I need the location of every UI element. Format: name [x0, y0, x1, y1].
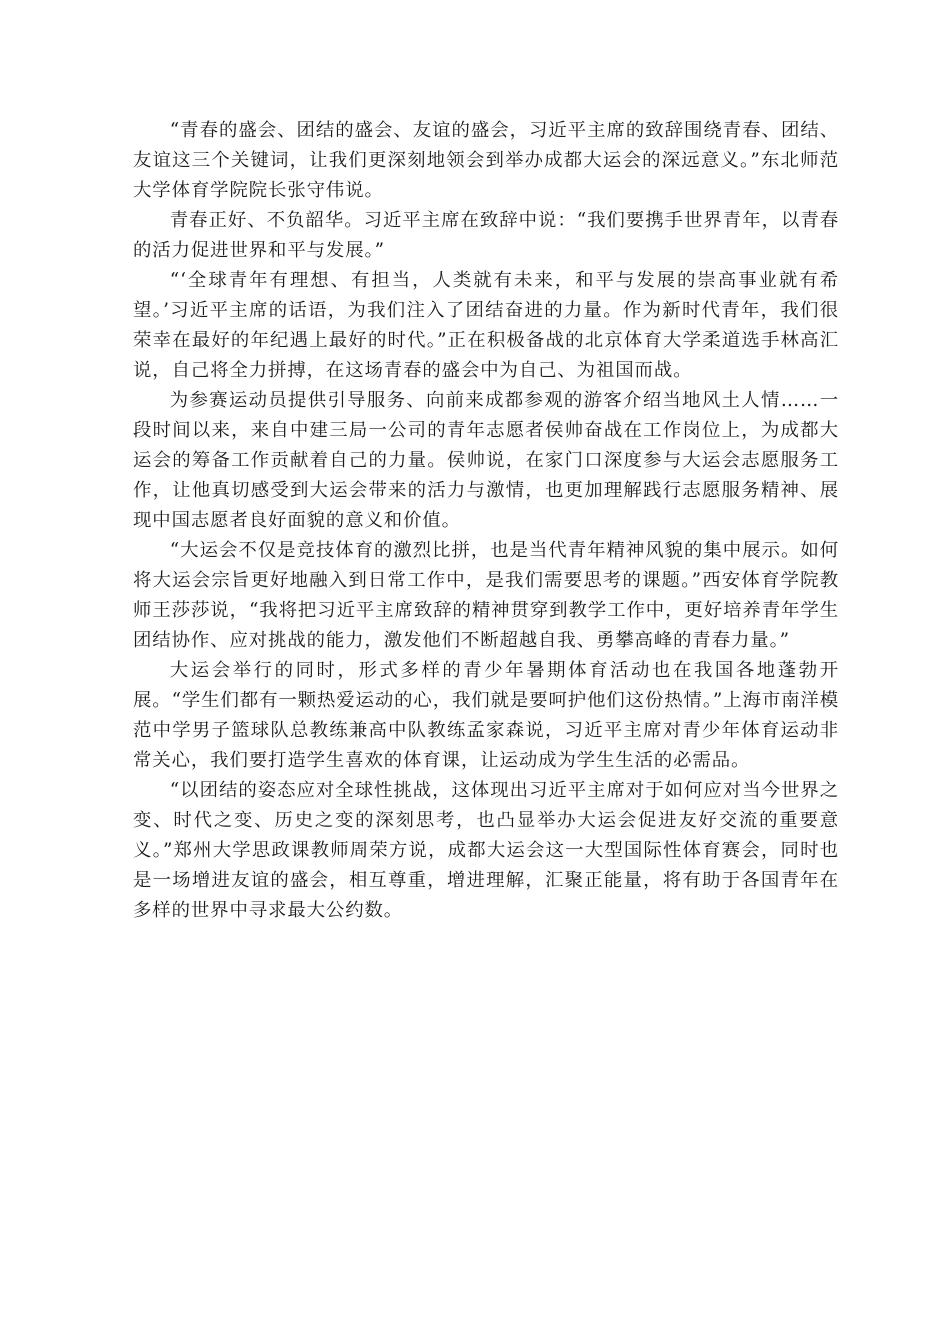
- paragraph-3: “‘全球青年有理想、有担当，人类就有未来，和平与发展的崇高事业就有希望。’习近平主席的话语，为我们注入了团结奋进的力量。作为新时代青年，我们很荣幸在最好的年纪遇上最好的时代。”正在积极备战的北京体育大学柔道选手林高汇说，自己将全力拼搏，在这场青春的盛会中为自己、为祖国而战。: [133, 270, 839, 381]
- paragraph-2: 青春正好、不负韶华。习近平主席在致辞中说：“我们要携手世界青年，以青春的活力促进世界和平与发展。”: [133, 210, 839, 261]
- paragraph-6: 大运会举行的同时，形式多样的青少年暑期体育活动也在我国各地蓬勃开展。“学生们都有一颗热爱运动的心，我们就是要呵护他们这份热情。”上海市南洋模范中学男子篮球队总教练兼高中队教练孟家森说，习近平主席对青少年体育运动非常关心，我们要打造学生喜欢的体育课，让运动成为学生生活的必需品。: [133, 660, 839, 771]
- paragraph-7: “以团结的姿态应对全球性挑战，这体现出习近平主席对于如何应对当今世界之变、时代之变、历史之变的深刻思考，也凸显举办大运会促进友好交流的重要意义。”郑州大学思政课教师周荣方说，成都大运会这一大型国际性体育赛会，同时也是一场增进友谊的盛会，相互尊重，增进理解，汇聚正能量，将有助于各国青年在多样的世界中寻求最大公约数。: [133, 780, 839, 921]
- paragraph-1: “青春的盛会、团结的盛会、友谊的盛会，习近平主席的致辞围绕青春、团结、友谊这三个关键词，让我们更深刻地领会到举办成都大运会的深远意义。”东北师范大学体育学院院长张守伟说。: [133, 120, 839, 201]
- paragraph-5: “大运会不仅是竞技体育的激烈比拼，也是当代青年精神风貌的集中展示。如何将大运会宗旨更好地融入到日常工作中，是我们需要思考的课题。”西安体育学院教师王莎莎说，“我将把习近平主席致辞的精神贯穿到教学工作中，更好培养青年学生团结协作、应对挑战的能力，激发他们不断超越自我、勇攀高峰的青春力量。”: [133, 540, 839, 651]
- article-body: [133, 116, 839, 926]
- paragraph-4: 为参赛运动员提供引导服务、向前来成都参观的游客介绍当地风土人情……一段时间以来，来自中建三局一公司的青年志愿者侯帅奋战在工作岗位上，为成都大运会的筹备工作贡献着自己的力量。侯帅说，在家门口深度参与大运会志愿服务工作，让他真切感受到大运会带来的活力与激情，也更加理解践行志愿服务精神、展现中国志愿者良好面貌的意义和价值。: [133, 390, 839, 531]
